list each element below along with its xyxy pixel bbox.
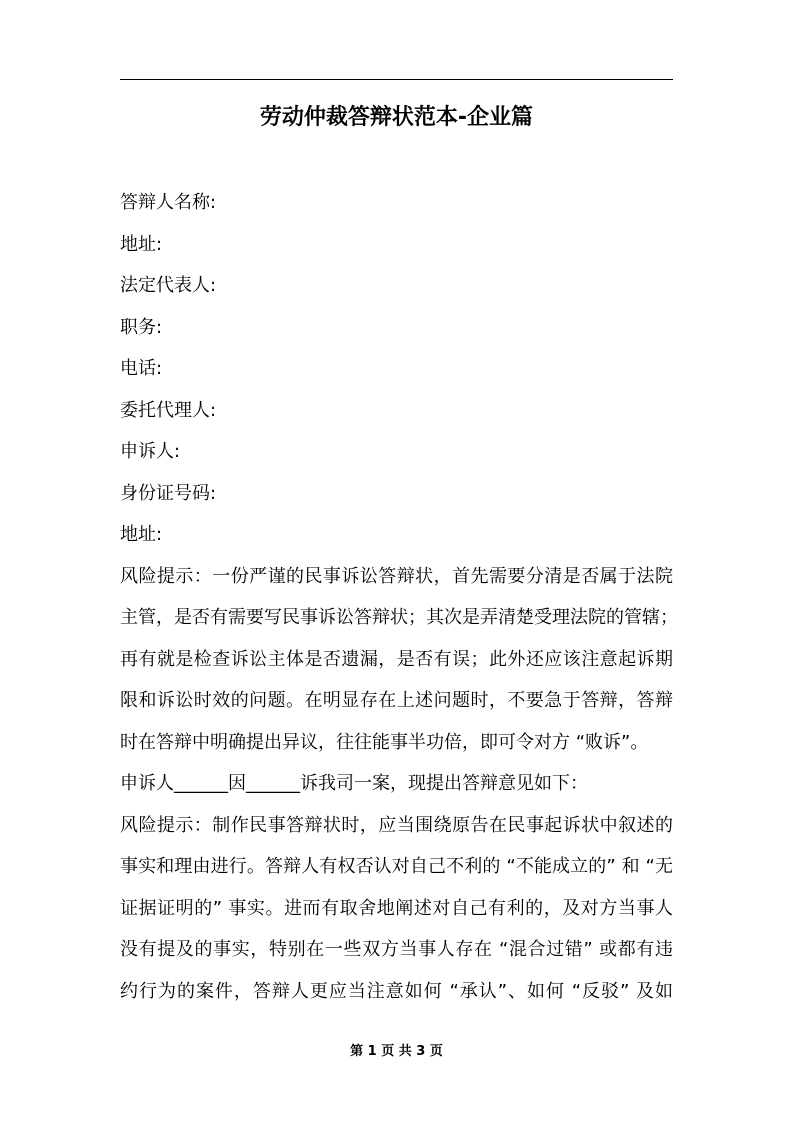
field-respondent-name: 答辩人名称:: [120, 192, 217, 213]
paragraph-line: 主管，是否有需要写民事诉讼答辩状；其次是弄清楚受理法院的管辖；: [120, 607, 678, 628]
paragraph-line: 时在答辩中明确提出异议，往往能事半功倍，即可令对方 “败诉”。: [120, 731, 649, 753]
paragraph-line: 没有提及的事实，特别在一些双方当事人存在 “混合过错” 或都有违: [120, 939, 673, 960]
field-phone: 电话:: [120, 358, 163, 379]
page-number-footer: 第 1 页 共 3 页: [350, 1044, 443, 1059]
paragraph-line: 约行为的案件，答辩人更应当注意如何 “承认”、如何 “反驳” 及如: [120, 980, 673, 1002]
document-title: 劳动仲裁答辩状范本-企业篇: [259, 105, 534, 130]
risk-tip-paragraph-2: [120, 805, 673, 1013]
paragraph-line: 再有就是检查诉讼主体是否遗漏，是否有误；此外还应该注意起诉期: [120, 648, 673, 670]
paragraph-line: 风险提示：制作民事答辩状时，应当围绕原告在民事起诉状中叙述的: [120, 814, 673, 836]
field-agent: 委托代理人:: [120, 399, 217, 421]
paragraph-line: 证据证明的” 事实。进而有取舍地阐述对自己有利的，及对方当事人: [120, 897, 673, 919]
field-legal-representative: 法定代表人:: [120, 275, 217, 296]
header-rule: [120, 79, 673, 80]
field-claimant: 申诉人:: [120, 441, 181, 462]
paragraph-line: 风险提示：一份严谨的民事诉讼答辩状，首先需要分清是否属于法院: [120, 565, 673, 587]
statement-line: 申诉人______因______诉我司一案，现提出答辩意见如下：: [120, 773, 588, 794]
risk-tip-paragraph-1: [120, 556, 678, 764]
field-respondent-address: 地址:: [120, 233, 163, 255]
paragraph-line: 事实和理由进行。答辩人有权否认对自己不利的 “不能成立的” 和 “无: [120, 856, 673, 877]
field-claimant-address: 地址:: [120, 524, 163, 545]
field-id-number: 身份证号码:: [120, 482, 217, 504]
paragraph-line: 限和诉讼时效的问题。在明显存在上述问题时，不要急于答辩，答辩: [120, 690, 673, 711]
field-position: 职务:: [120, 316, 163, 338]
document-body: [120, 182, 678, 1012]
